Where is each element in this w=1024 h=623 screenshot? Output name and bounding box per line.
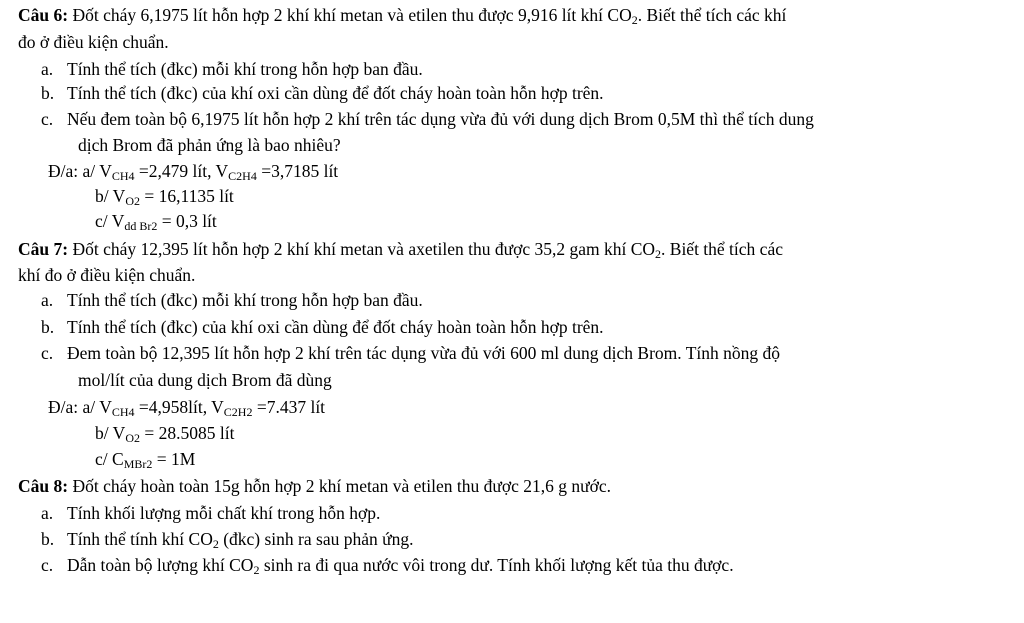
q8-stem-line-1: [18, 475, 611, 499]
q6-answer-c: c/ $V_{dd Br2} = 0,3$ lít: [95, 211, 217, 233]
q7-answer-a: Đ/a: a/ $V_{CH4}$ =4,958lít, $V_{C2H2} =7.437$ lít: [48, 397, 326, 419]
q7-stem-text: Đốt cháy 12,395 lít hỗn hợp 2 khí khí metan và axetilen thu được 35,2 gam khí $CO_2$. Biết thể tích các: [72, 239, 783, 261]
q6-item-c: c. Nếu đem toàn bộ 6,1975 lít hỗn hợp 2 khí trên tác dụng vừa đủ với dung dịch Brom 0,5M thì thể tích dung: [41, 109, 814, 129]
q8-item-c: c. Dẫn toàn bộ lượng khí $CO_2$ sinh ra đi qua nước vôi trong dư. Tính khối lượng kết tủa thu được.: [41, 555, 734, 577]
q8-item-a: a. Tính khối lượng mỗi chất khí trong hỗn hợp.: [41, 503, 381, 523]
q6-answer-a: Đ/a: a/ $V_{CH4} =2,479$ lít, $V_{C2H4} =3,7185$ lít: [48, 161, 339, 183]
q6-item-b: b. Tính thể tích (đkc) của khí oxi cần dùng để đốt cháy hoàn toàn hỗn hợp trên.: [41, 83, 604, 103]
q7-label: Câu 7:: [18, 239, 69, 259]
q7-item-b: b. Tính thể tích (đkc) của khí oxi cần dùng để đốt cháy hoàn toàn hỗn hợp trên.: [41, 317, 604, 337]
q7-item-c: c. Đem toàn bộ 12,395 lít hỗn hợp 2 khí trên tác dụng vừa đủ với 600 ml dung dịch Brom. Tính nồng độ: [41, 343, 781, 363]
q7-item-a: a. Tính thể tích (đkc) mỗi khí trong hỗn hợp ban đầu.: [41, 290, 423, 310]
q8-stem-text: Đốt cháy hoàn toàn 15g hỗn hợp 2 khí metan và etilen thu được 21,6 g nước.: [72, 476, 612, 496]
q8-item-b: b. Tính thể tính khí $CO_2$ (đkc) sinh ra sau phản ứng.: [41, 529, 414, 551]
q6-stem-line-1: [18, 4, 786, 28]
q8-label: Câu 8:: [18, 476, 69, 496]
q6-stem-text: Đốt cháy 6,1975 lít hỗn hợp 2 khí khí metan và etilen thu được 9,916 lít khí $CO_2$. Biết thể tích các khí: [72, 5, 787, 27]
q6-label: Câu 6:: [18, 5, 69, 25]
q7-item-c-cont: mol/lít của dung dịch Brom đã dùng: [78, 370, 332, 390]
q6-stem-line-2: đo ở điều kiện chuẩn.: [18, 32, 169, 52]
q7-stem-line-2: khí đo ở điều kiện chuẩn.: [18, 265, 196, 285]
q7-answer-c: c/ $C_{MBr2} = 1M$: [95, 449, 196, 471]
q6-item-a: a. Tính thể tích (đkc) mỗi khí trong hỗn hợp ban đầu.: [41, 59, 423, 79]
q6-answer-b: b/ $V_{O2} = 16,1135$ lít: [95, 186, 234, 208]
q7-answer-b: b/ $V_{O2} = 28.5085$ lít: [95, 423, 235, 445]
q6-item-c-cont: dịch Brom đã phản ứng là bao nhiêu?: [78, 135, 341, 155]
q7-stem-line-1: [18, 238, 783, 262]
